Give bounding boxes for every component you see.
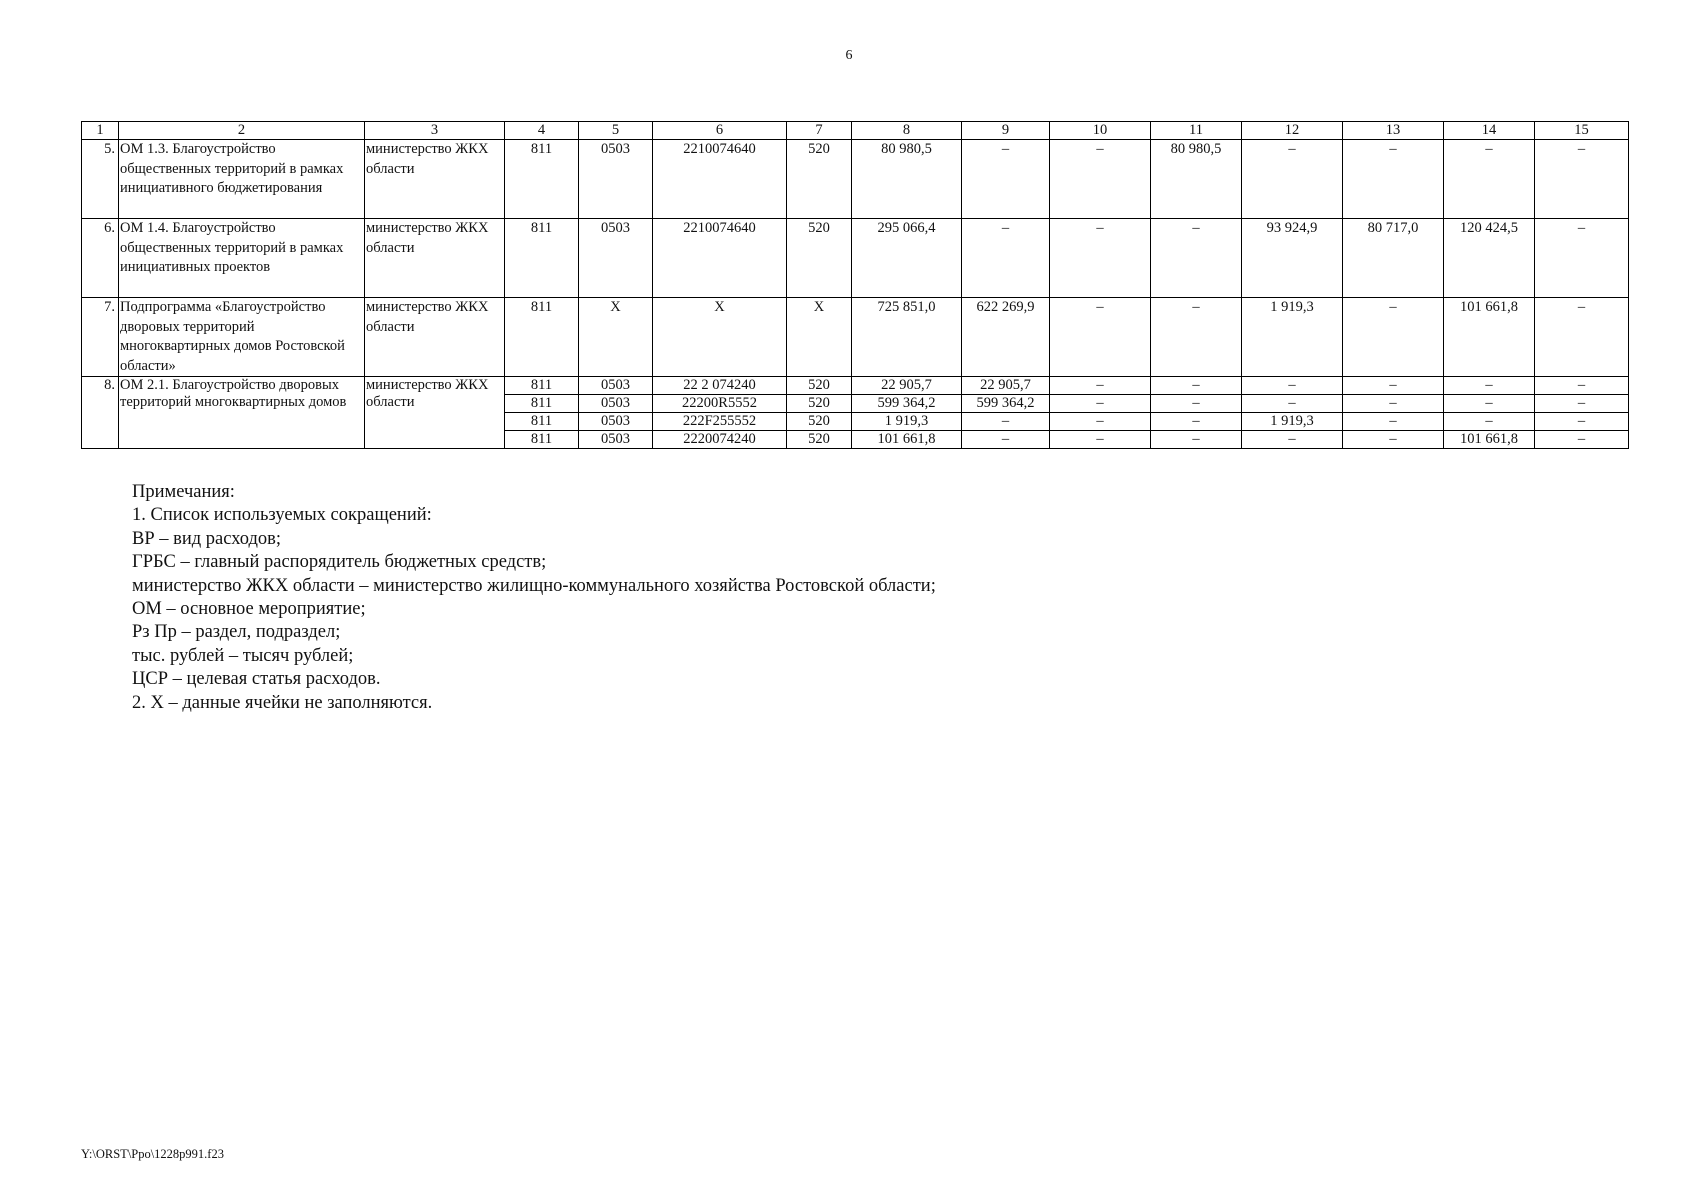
column-number-cell: 11	[1151, 122, 1242, 140]
table-cell: 811	[505, 431, 579, 449]
table-cell: –	[1535, 377, 1629, 395]
table-cell: –	[962, 219, 1050, 298]
table-cell: 811	[505, 298, 579, 377]
table-cell: –	[1151, 219, 1242, 298]
note-line: министерство ЖКХ области – министерство жилищно-коммунального хозяйства Ростовской области;	[132, 575, 936, 596]
table-cell: X	[653, 298, 787, 377]
table-cell: –	[1343, 140, 1444, 219]
table-cell: –	[1444, 140, 1535, 219]
table-cell: –	[1050, 395, 1151, 413]
column-number-cell: 12	[1242, 122, 1343, 140]
table-cell: X	[787, 298, 852, 377]
table-cell: –	[1242, 395, 1343, 413]
column-number-cell: 14	[1444, 122, 1535, 140]
table-cell: 622 269,9	[962, 298, 1050, 377]
table-cell: –	[1444, 395, 1535, 413]
table-cell: –	[1050, 140, 1151, 219]
responsible-org: министерство ЖКХ области	[365, 140, 505, 219]
measure-name: ОМ 1.3. Благоустройство общественных территорий в рамках инициативного бюджетирования	[119, 140, 365, 219]
table-cell: 80 717,0	[1343, 219, 1444, 298]
table-cell: 811	[505, 413, 579, 431]
table-cell: 1 919,3	[1242, 298, 1343, 377]
page-number: 6	[845, 48, 853, 63]
table-cell: 520	[787, 431, 852, 449]
budget-table	[81, 121, 1629, 449]
table-cell: 520	[787, 413, 852, 431]
table-cell: –	[1050, 219, 1151, 298]
column-number-cell: 8	[852, 122, 962, 140]
column-number-cell: 9	[962, 122, 1050, 140]
table-cell: 1 919,3	[852, 413, 962, 431]
table-cell: 811	[505, 395, 579, 413]
table-cell: 520	[787, 395, 852, 413]
table-cell: 811	[505, 377, 579, 395]
table-cell: 120 424,5	[1444, 219, 1535, 298]
responsible-org: министерство ЖКХ области	[365, 219, 505, 298]
measure-name: Подпрограмма «Благоустройство дворовых территорий многоквартирных домов Ростовской области»	[119, 298, 365, 377]
table-cell: –	[1535, 219, 1629, 298]
row-index: 8.	[82, 377, 119, 449]
table-cell: 725 851,0	[852, 298, 962, 377]
responsible-org: министерство ЖКХ области	[365, 298, 505, 377]
table-cell: 101 661,8	[852, 431, 962, 449]
table-cell: 22 905,7	[962, 377, 1050, 395]
table-cell: –	[1050, 431, 1151, 449]
file-path-footer: Y:\ORST\Ppo\1228p991.f23	[81, 1147, 224, 1161]
column-number-row	[82, 122, 1629, 140]
table-cell: 0503	[579, 395, 653, 413]
table-cell: 101 661,8	[1444, 431, 1535, 449]
table-cell: 93 924,9	[1242, 219, 1343, 298]
table-cell: –	[1242, 431, 1343, 449]
table-cell: X	[579, 298, 653, 377]
table-cell: –	[962, 413, 1050, 431]
note-line: ОМ – основное мероприятие;	[132, 599, 366, 620]
table-cell: 101 661,8	[1444, 298, 1535, 377]
table-cell: –	[1050, 413, 1151, 431]
table-cell: 22200R5552	[653, 395, 787, 413]
measure-name: ОМ 1.4. Благоустройство общественных территорий в рамках инициативных проектов	[119, 219, 365, 298]
table-cell: –	[962, 140, 1050, 219]
column-number-cell: 4	[505, 122, 579, 140]
table-cell: 0503	[579, 219, 653, 298]
table-cell: 0503	[579, 413, 653, 431]
column-number-cell: 5	[579, 122, 653, 140]
column-number-cell: 13	[1343, 122, 1444, 140]
table-cell: 520	[787, 219, 852, 298]
column-number-cell: 10	[1050, 122, 1151, 140]
table-cell: 599 364,2	[852, 395, 962, 413]
table-cell: –	[1535, 395, 1629, 413]
table-cell: –	[1242, 377, 1343, 395]
table-cell: –	[1444, 377, 1535, 395]
table-cell: 0503	[579, 431, 653, 449]
responsible-org: министерство ЖКХ области	[365, 377, 505, 449]
table-cell: 0503	[579, 140, 653, 219]
row-index: 7.	[82, 298, 119, 377]
table-cell: –	[1050, 377, 1151, 395]
table-cell: 520	[787, 377, 852, 395]
table-cell: 22 2 074240	[653, 377, 787, 395]
table-cell: –	[1535, 140, 1629, 219]
table-cell: 811	[505, 219, 579, 298]
table-cell: –	[1343, 298, 1444, 377]
table-cell: 2210074640	[653, 140, 787, 219]
table-cell: –	[1242, 140, 1343, 219]
column-number-cell: 2	[119, 122, 365, 140]
table-cell: –	[1444, 413, 1535, 431]
table-cell: –	[1535, 431, 1629, 449]
table-cell: 22 905,7	[852, 377, 962, 395]
note-line: ГРБС – главный распорядитель бюджетных средств;	[132, 552, 547, 573]
table-cell: –	[1343, 395, 1444, 413]
table-cell: –	[1343, 413, 1444, 431]
table-cell: 599 364,2	[962, 395, 1050, 413]
table-cell: 2220074240	[653, 431, 787, 449]
table-cell: –	[1151, 298, 1242, 377]
table-cell: 80 980,5	[852, 140, 962, 219]
column-number-cell: 15	[1535, 122, 1629, 140]
measure-name: ОМ 2.1. Благоустройство дворовых территорий многоквартирных домов	[119, 377, 365, 449]
column-number-cell: 1	[82, 122, 119, 140]
note-line: Рз Пр – раздел, подраздел;	[132, 622, 341, 643]
note-line: тыс. рублей – тысяч рублей;	[132, 645, 354, 666]
table-cell: 222F255552	[653, 413, 787, 431]
table-cell: –	[962, 431, 1050, 449]
table-cell: 1 919,3	[1242, 413, 1343, 431]
table-cell: –	[1535, 298, 1629, 377]
table-cell: –	[1151, 395, 1242, 413]
table-row	[82, 377, 1629, 395]
note-line: 1. Список используемых сокращений:	[132, 505, 432, 526]
table-cell: –	[1151, 431, 1242, 449]
table-cell: 80 980,5	[1151, 140, 1242, 219]
notes-block	[132, 481, 936, 715]
row-index: 6.	[82, 219, 119, 298]
row-index: 5.	[82, 140, 119, 219]
note-line: 2. X – данные ячейки не заполняются.	[132, 692, 433, 713]
table-row	[82, 219, 1629, 298]
column-number-cell: 7	[787, 122, 852, 140]
table-cell: 811	[505, 140, 579, 219]
table-cell: –	[1151, 413, 1242, 431]
table-cell: 2210074640	[653, 219, 787, 298]
notes-heading: Примечания:	[132, 482, 235, 502]
table-cell: 0503	[579, 377, 653, 395]
table-cell: 520	[787, 140, 852, 219]
table-row	[82, 140, 1629, 219]
table-cell: –	[1050, 298, 1151, 377]
table-cell: 295 066,4	[852, 219, 962, 298]
note-line: ЦСР – целевая статья расходов.	[132, 669, 381, 690]
table-cell: –	[1151, 377, 1242, 395]
column-number-cell: 6	[653, 122, 787, 140]
table-row	[82, 298, 1629, 377]
table-cell: –	[1343, 431, 1444, 449]
table-cell: –	[1535, 413, 1629, 431]
column-number-cell: 3	[365, 122, 505, 140]
table-cell: –	[1343, 377, 1444, 395]
note-line: ВР – вид расходов;	[132, 528, 282, 549]
